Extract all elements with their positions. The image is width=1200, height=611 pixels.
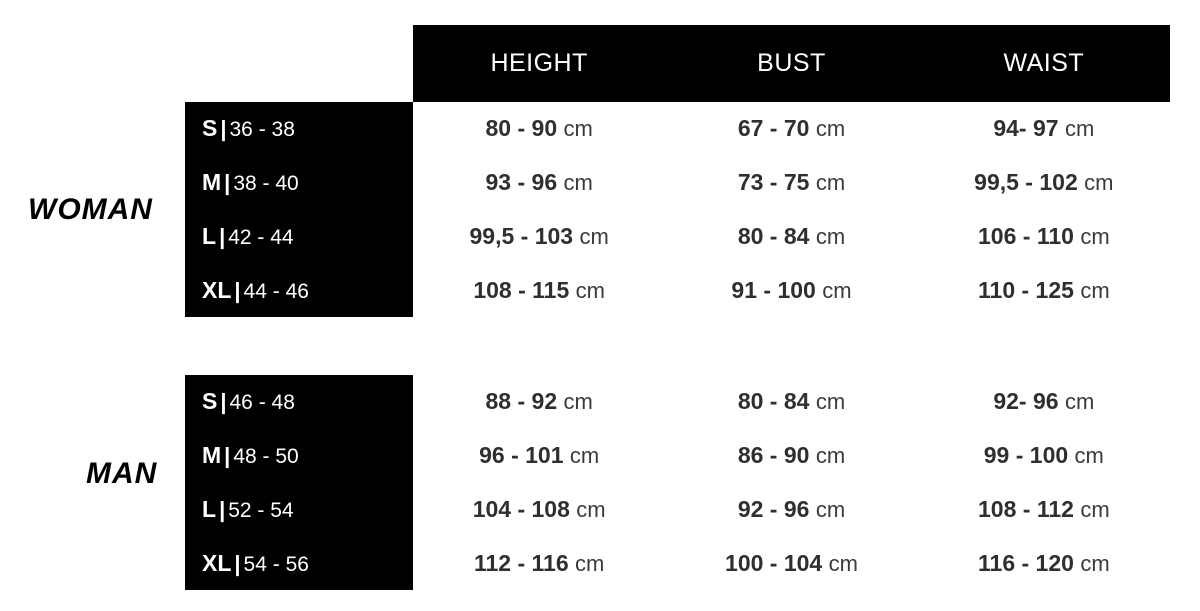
unit-label: cm (1064, 389, 1095, 415)
waist-cell (918, 115, 1170, 142)
unit-label: cm (563, 389, 593, 415)
bust-cell (665, 169, 917, 196)
table-header (413, 25, 1170, 102)
unit-label: cm (575, 277, 605, 303)
unit-label: cm (576, 496, 606, 522)
unit-label: cm (1064, 116, 1095, 142)
eu-size: 38 - 40 (233, 172, 299, 196)
waist-cell (918, 223, 1170, 250)
size-cell (185, 496, 413, 523)
unit-label: cm (579, 223, 609, 249)
bust-cell (665, 388, 917, 415)
size-cell (185, 115, 413, 142)
size-code: S (202, 388, 218, 415)
height-value: 112 - 116 (473, 549, 569, 576)
size-cell (185, 223, 413, 250)
waist-cell (918, 169, 1170, 196)
waist-value: 99 - 100 (983, 442, 1069, 469)
height-cell (413, 388, 665, 415)
table-row (185, 210, 1170, 264)
size-code: S (202, 115, 218, 142)
waist-value: 110 - 125 (978, 276, 1074, 303)
unit-label: cm (1080, 550, 1110, 576)
bust-cell (665, 550, 917, 577)
eu-size: 54 - 56 (243, 552, 309, 576)
height-value: 104 - 108 (472, 495, 570, 522)
table-body-man (185, 375, 1170, 590)
waist-cell (918, 550, 1170, 577)
bust-cell (665, 277, 917, 304)
size-cell (185, 277, 413, 304)
waist-value: 94- 97 (993, 115, 1059, 142)
column-header-bust: BUST (757, 49, 826, 77)
waist-value: 99,5 - 102 (974, 169, 1078, 196)
eu-size: 44 - 46 (243, 279, 309, 303)
size-separator: | (234, 550, 241, 576)
size-cell (185, 550, 413, 577)
unit-label: cm (815, 223, 846, 249)
height-cell (413, 277, 665, 304)
table-row (185, 375, 1170, 429)
bust-value: 80 - 84 (737, 222, 810, 249)
column-header-waist: WAIST (1003, 49, 1085, 77)
eu-size: 48 - 50 (233, 445, 299, 469)
unit-label: cm (569, 443, 600, 469)
table-row (185, 483, 1170, 537)
unit-label: cm (1080, 277, 1110, 303)
bust-cell (665, 442, 917, 469)
bust-value: 92 - 96 (737, 495, 810, 522)
unit-label: cm (822, 277, 852, 303)
bust-cell (665, 115, 917, 142)
size-code: L (202, 495, 217, 522)
table-row (185, 102, 1170, 156)
size-separator: | (224, 443, 231, 469)
table-row (185, 429, 1170, 483)
waist-cell (918, 277, 1170, 304)
bust-value: 100 - 104 (725, 549, 823, 576)
bust-value: 91 - 100 (731, 276, 816, 303)
size-cell (185, 442, 413, 469)
height-value: 96 - 101 (479, 442, 564, 469)
table-row (185, 156, 1170, 210)
size-separator: | (219, 496, 226, 522)
unit-label: cm (1084, 170, 1114, 196)
unit-label: cm (828, 550, 858, 576)
height-value: 88 - 92 (485, 388, 558, 415)
size-separator: | (224, 170, 231, 196)
unit-label: cm (575, 550, 605, 576)
height-value: 93 - 96 (485, 169, 558, 196)
height-cell (413, 442, 665, 469)
unit-label: cm (815, 496, 846, 522)
unit-label: cm (1074, 443, 1104, 469)
unit-label: cm (1080, 223, 1110, 249)
height-value: 80 - 90 (485, 115, 558, 142)
waist-cell (918, 496, 1170, 523)
column-header-height: HEIGHT (490, 49, 588, 77)
table-row (185, 263, 1170, 317)
bust-value: 67 - 70 (737, 115, 810, 142)
height-value: 108 - 115 (473, 276, 570, 303)
unit-label: cm (815, 116, 846, 142)
size-cell (185, 169, 413, 196)
size-separator: | (220, 116, 227, 142)
size-code: XL (202, 276, 232, 303)
height-cell (413, 223, 665, 250)
bust-value: 73 - 75 (737, 169, 810, 196)
unit-label: cm (815, 389, 846, 415)
height-cell (413, 115, 665, 142)
eu-size: 46 - 48 (229, 391, 295, 415)
size-code: L (202, 222, 217, 249)
unit-label: cm (815, 443, 846, 469)
bust-cell (665, 496, 917, 523)
size-code: M (202, 442, 222, 469)
height-cell (413, 550, 665, 577)
height-value: 99,5 - 103 (469, 222, 574, 249)
bust-value: 86 - 90 (737, 442, 810, 469)
size-separator: | (234, 277, 241, 303)
size-separator: | (220, 389, 227, 415)
height-cell (413, 496, 665, 523)
bust-cell (665, 223, 917, 250)
unit-label: cm (815, 170, 846, 196)
table-row (185, 536, 1170, 590)
size-cell (185, 388, 413, 415)
waist-cell (918, 442, 1170, 469)
unit-label: cm (563, 170, 593, 196)
waist-value: 92- 96 (993, 388, 1059, 415)
eu-size: 42 - 44 (228, 225, 294, 249)
height-cell (413, 169, 665, 196)
eu-size: 36 - 38 (229, 118, 295, 142)
bust-value: 80 - 84 (737, 388, 810, 415)
group-label-man: MAN (86, 457, 158, 490)
unit-label: cm (1080, 496, 1110, 522)
eu-size: 52 - 54 (228, 498, 294, 522)
size-code: M (202, 169, 222, 196)
unit-label: cm (563, 116, 593, 142)
table-body-woman (185, 102, 1170, 317)
group-label-woman: WOMAN (28, 193, 153, 226)
waist-value: 108 - 112 (978, 495, 1074, 522)
size-separator: | (219, 223, 226, 249)
waist-value: 116 - 120 (978, 549, 1074, 576)
waist-value: 106 - 110 (978, 222, 1074, 249)
waist-cell (918, 388, 1170, 415)
size-code: XL (202, 549, 232, 576)
